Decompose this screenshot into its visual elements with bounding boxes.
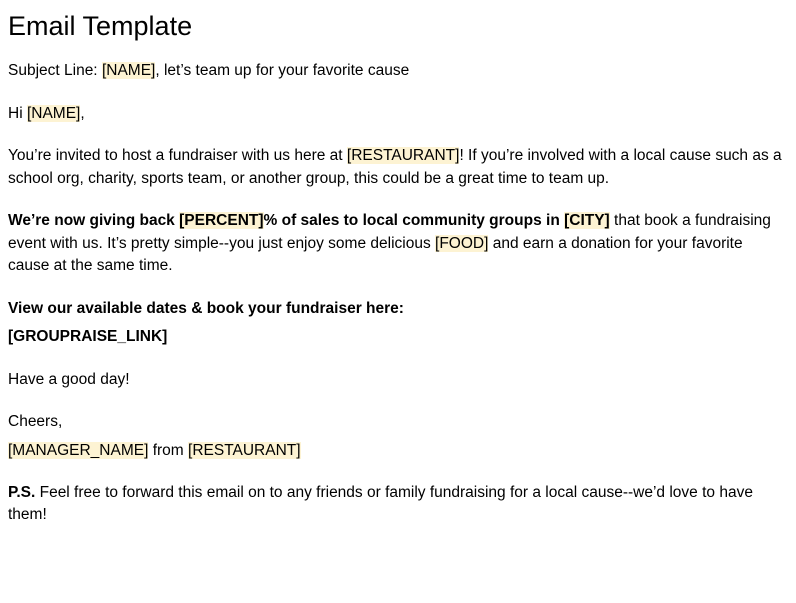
offer-bold-1: We’re now giving back	[8, 212, 180, 230]
greeting-prefix: Hi	[8, 104, 27, 122]
signature-line	[8, 440, 788, 462]
placeholder-name: [NAME]	[101, 62, 156, 80]
placeholder-city: [CITY]	[564, 212, 610, 230]
email-template-document	[0, 10, 796, 527]
page-title: Email Template	[8, 11, 193, 41]
cta-link[interactable]: [GROUPRAISE_LINK]	[8, 328, 168, 346]
offer-text-1: that book a fundraising event with us. It’s pretty simple--you just enjoy some delicious	[8, 212, 771, 252]
placeholder-food: [FOOD]	[435, 234, 489, 252]
signature-from: from	[148, 441, 189, 459]
offer-text-2: and earn a donation for your favorite cause at the same time.	[8, 234, 743, 275]
greeting-suffix: ,	[80, 104, 85, 122]
placeholder-name: [NAME]	[26, 104, 81, 122]
placeholder-restaurant: [RESTAURANT]	[188, 441, 301, 459]
postscript-paragraph	[8, 482, 788, 527]
offer-paragraph	[8, 210, 788, 277]
subject-rest: , let’s team up for your favorite cause	[155, 62, 410, 80]
placeholder-restaurant: [RESTAURANT]	[346, 147, 460, 165]
signoff-line: Cheers,	[8, 413, 63, 431]
placeholder-manager-name: [MANAGER_NAME]	[8, 441, 149, 459]
ps-text: Feel free to forward this email on to any friends or family fundraising for a local cause--we’d love to have them!	[8, 484, 753, 524]
invite-text-2: ! If you’re involved with a local cause such as a school org, charity, sports team, or another group, this could be a great time to team up.	[8, 147, 782, 187]
cta-heading: View our available dates & book your fundraiser here:	[8, 299, 404, 317]
invite-text-1: You’re invited to host a fundraiser with us here at	[8, 147, 347, 165]
ps-label: P.S.	[8, 484, 36, 502]
invitation-paragraph	[8, 145, 788, 190]
subject-label: Subject Line:	[8, 62, 102, 80]
greeting-line	[8, 103, 788, 125]
closing-line: Have a good day!	[8, 370, 130, 388]
offer-bold-2: % of sales to local community groups in	[263, 212, 565, 230]
placeholder-percent: [PERCENT]	[179, 212, 264, 230]
subject-line	[8, 60, 788, 82]
